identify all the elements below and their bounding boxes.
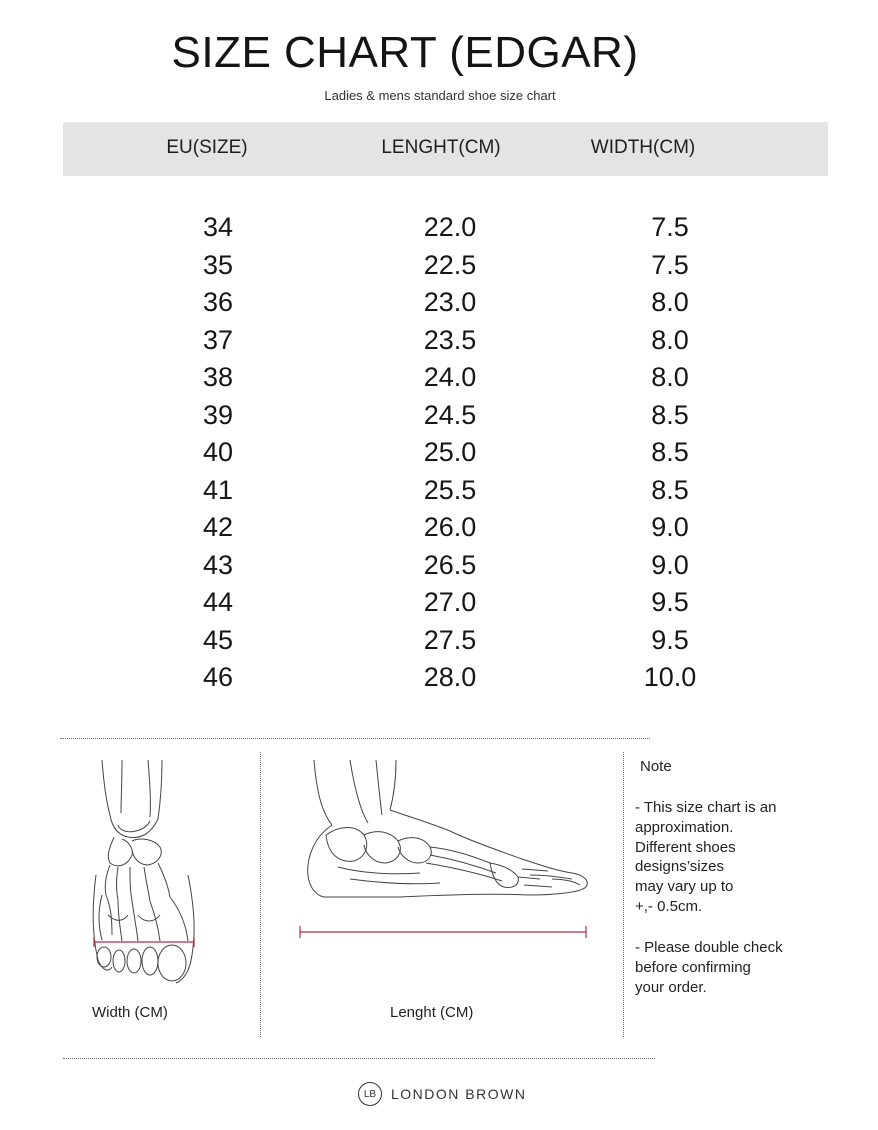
divider-bottom xyxy=(63,1058,655,1059)
header-length: LENGHT(CM) xyxy=(381,137,501,158)
divider-right xyxy=(623,752,624,1037)
cell-width: 10.0 xyxy=(643,662,697,692)
cell-width: 8.0 xyxy=(651,287,689,317)
table-row xyxy=(0,247,878,285)
table-row xyxy=(0,359,878,397)
cell-width: 7.5 xyxy=(651,212,689,242)
cell-length: 23.0 xyxy=(423,287,477,317)
footer-brand xyxy=(358,1082,526,1106)
foot-side-view-illustration xyxy=(290,755,600,945)
cell-width: 8.5 xyxy=(651,437,689,467)
cell-eu-size: 38 xyxy=(202,362,234,392)
cell-width: 9.5 xyxy=(651,624,689,655)
cell-length: 24.0 xyxy=(423,362,477,392)
page-title: SIZE CHART (EDGAR) xyxy=(171,28,639,77)
cell-eu-size: 39 xyxy=(202,399,234,430)
cell-width: 9.0 xyxy=(651,512,689,542)
table-row xyxy=(0,472,878,510)
table-row xyxy=(0,622,878,660)
cell-length: 28.0 xyxy=(423,662,477,692)
cell-length: 27.0 xyxy=(423,587,477,617)
table-row xyxy=(0,584,878,622)
table-row xyxy=(0,434,878,472)
cell-width: 9.0 xyxy=(651,549,689,580)
header-eu-size: EU(SIZE) xyxy=(166,137,248,158)
length-caption: Lenght (CM) xyxy=(390,1004,474,1021)
cell-width: 9.5 xyxy=(651,587,689,617)
cell-eu-size: 42 xyxy=(202,512,234,542)
cell-length: 22.5 xyxy=(423,249,477,280)
cell-eu-size: 35 xyxy=(202,249,234,280)
cell-width: 8.5 xyxy=(651,474,689,505)
note-double-check: - Please double check before confirming your order. xyxy=(635,939,783,996)
cell-eu-size: 34 xyxy=(202,212,234,242)
cell-eu-size: 43 xyxy=(202,549,234,580)
cell-length: 25.0 xyxy=(423,437,477,467)
cell-eu-size: 37 xyxy=(202,324,234,355)
cell-eu-size: 40 xyxy=(202,437,234,467)
cell-eu-size: 41 xyxy=(202,474,234,505)
cell-eu-size: 44 xyxy=(202,587,234,617)
brand-name: LONDON BROWN xyxy=(391,1086,527,1102)
cell-eu-size: 45 xyxy=(202,624,234,655)
size-table-body xyxy=(0,209,878,697)
table-row xyxy=(0,659,878,697)
note-title: Note xyxy=(640,758,672,775)
cell-width: 8.5 xyxy=(651,399,689,430)
cell-length: 23.5 xyxy=(423,324,477,355)
table-row xyxy=(0,397,878,435)
cell-length: 24.5 xyxy=(423,399,477,430)
divider-left xyxy=(260,752,261,1037)
page-subtitle: Ladies & mens standard shoe size chart xyxy=(324,88,556,103)
cell-length: 22.0 xyxy=(423,212,477,242)
cell-width: 8.0 xyxy=(651,362,689,392)
cell-eu-size: 36 xyxy=(202,287,234,317)
cell-width: 7.5 xyxy=(651,249,689,280)
cell-length: 26.0 xyxy=(423,512,477,542)
header-width: WIDTH(CM) xyxy=(590,137,696,158)
cell-eu-size: 46 xyxy=(202,662,234,692)
brand-logo-icon: LB xyxy=(358,1082,382,1106)
table-row xyxy=(0,322,878,360)
cell-length: 26.5 xyxy=(423,549,477,580)
cell-length: 25.5 xyxy=(423,474,477,505)
cell-width: 8.0 xyxy=(651,324,689,355)
table-row xyxy=(0,509,878,547)
cell-length: 27.5 xyxy=(423,624,477,655)
width-caption: Width (CM) xyxy=(92,1004,168,1021)
table-row xyxy=(0,547,878,585)
note-approximation: - This size chart is an approximation. Different shoes designs’sizes may vary up to +,- 0.5cm. xyxy=(635,799,777,915)
table-row xyxy=(0,209,878,247)
divider-top xyxy=(60,738,650,739)
table-row xyxy=(0,284,878,322)
foot-top-view-illustration xyxy=(88,755,218,1000)
